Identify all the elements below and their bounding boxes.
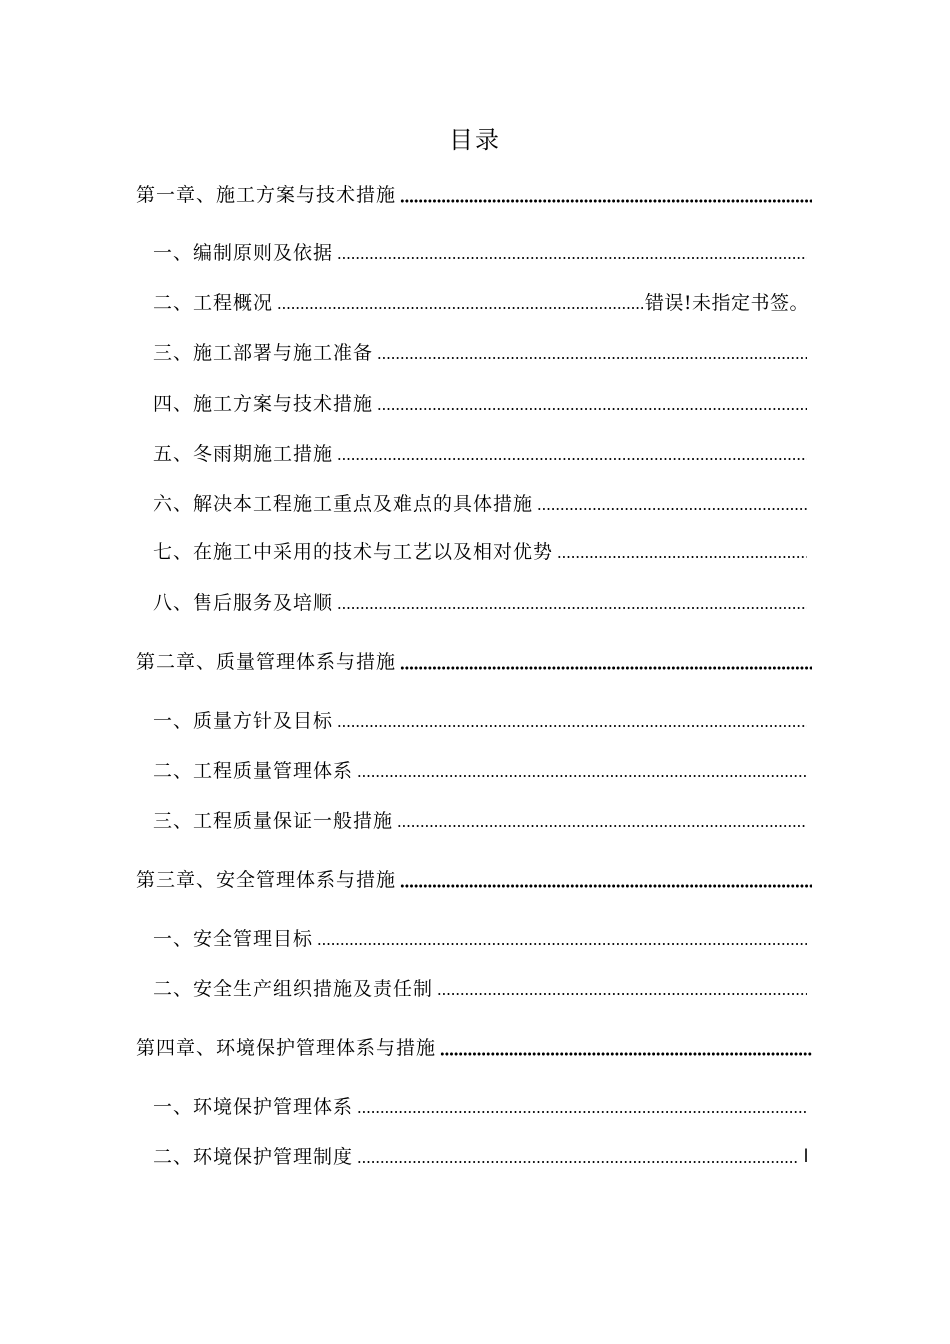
toc-entry-page: l — [803, 1146, 809, 1167]
dot-leader — [357, 773, 807, 779]
toc-entry-label: 八、售后服务及培顺 — [153, 592, 334, 614]
dot-leader — [337, 456, 807, 462]
toc-entry-section-2-3[interactable] — [153, 804, 809, 834]
dot-leader — [357, 1109, 807, 1115]
toc-entry-label: 第一章、施工方案与技术措施 — [136, 184, 397, 206]
toc-entry-section-1-5[interactable] — [153, 437, 809, 467]
toc-entry-label: 第四章、环境保护管理体系与措施 — [136, 1037, 437, 1059]
toc-entry-section-2-1[interactable] — [153, 704, 809, 734]
toc-entry-section-1-7[interactable] — [153, 535, 809, 565]
toc-entry-label: 三、工程质量保证一般措施 — [153, 810, 394, 832]
toc-entry-section-1-1[interactable] — [153, 236, 809, 266]
dot-leader — [377, 406, 807, 412]
toc-entry-section-1-6[interactable] — [153, 487, 809, 517]
toc-entry-section-1-2[interactable] — [153, 286, 809, 316]
toc-title: 目录 — [449, 126, 501, 154]
toc-entry-label: 一、质量方针及目标 — [153, 710, 334, 732]
dot-leader — [400, 665, 812, 671]
toc-entry-section-3-2[interactable] — [153, 972, 809, 1002]
dot-leader — [397, 823, 807, 829]
toc-entry-chapter-2[interactable] — [136, 645, 814, 675]
dot-leader — [400, 198, 812, 204]
toc-entry-label: 二、安全生产组织措施及责任制 — [153, 978, 434, 1000]
dot-leader — [337, 255, 807, 261]
toc-entry-section-3-1[interactable] — [153, 922, 809, 952]
dot-leader — [440, 1051, 812, 1057]
toc-entry-label: 四、施工方案与技术措施 — [153, 393, 374, 415]
toc-entry-chapter-1[interactable] — [136, 178, 814, 208]
toc-entry-chapter-3[interactable] — [136, 863, 814, 893]
dot-leader — [537, 506, 807, 512]
toc-entry-label: 七、在施工中采用的技术与工艺以及相对优势 — [153, 541, 554, 563]
toc-entry-label: 第三章、安全管理体系与措施 — [136, 869, 397, 891]
toc-entry-label: 一、安全管理目标 — [153, 928, 314, 950]
dot-leader — [377, 355, 807, 361]
toc-entry-section-4-2[interactable] — [153, 1140, 809, 1170]
dot-leader — [357, 1159, 799, 1165]
dot-leader — [317, 941, 807, 947]
toc-entry-label: 一、环境保护管理体系 — [153, 1096, 354, 1118]
toc-entry-label: 第二章、质量管理体系与措施 — [136, 651, 397, 673]
toc-entry-label: 五、冬雨期施工措施 — [153, 443, 334, 465]
toc-entry-section-1-3[interactable] — [153, 336, 809, 366]
toc-entry-label: 一、编制原则及依据 — [153, 242, 334, 264]
toc-entry-label: 二、工程概况 — [153, 292, 274, 314]
dot-leader — [400, 883, 812, 889]
toc-entry-label: 二、环境保护管理制度 — [153, 1146, 354, 1168]
toc-entry-chapter-4[interactable] — [136, 1031, 814, 1061]
toc-entry-section-1-8[interactable] — [153, 586, 809, 616]
dot-leader — [337, 723, 807, 729]
toc-entry-label: 二、工程质量管理体系 — [153, 760, 354, 782]
dot-leader — [277, 305, 643, 311]
dot-leader — [557, 554, 807, 560]
dot-leader — [337, 605, 807, 611]
toc-entry-label: 六、解决本工程施工重点及难点的具体措施 — [153, 493, 534, 515]
toc-entry-label: 三、施工部署与施工准备 — [153, 342, 374, 364]
toc-entry-section-4-1[interactable] — [153, 1090, 809, 1120]
toc-entry-section-2-2[interactable] — [153, 754, 809, 784]
toc-entry-section-1-4[interactable] — [153, 387, 809, 417]
bookmark-error-text: 错误!未指定书签。 — [644, 292, 809, 314]
dot-leader — [437, 991, 807, 997]
